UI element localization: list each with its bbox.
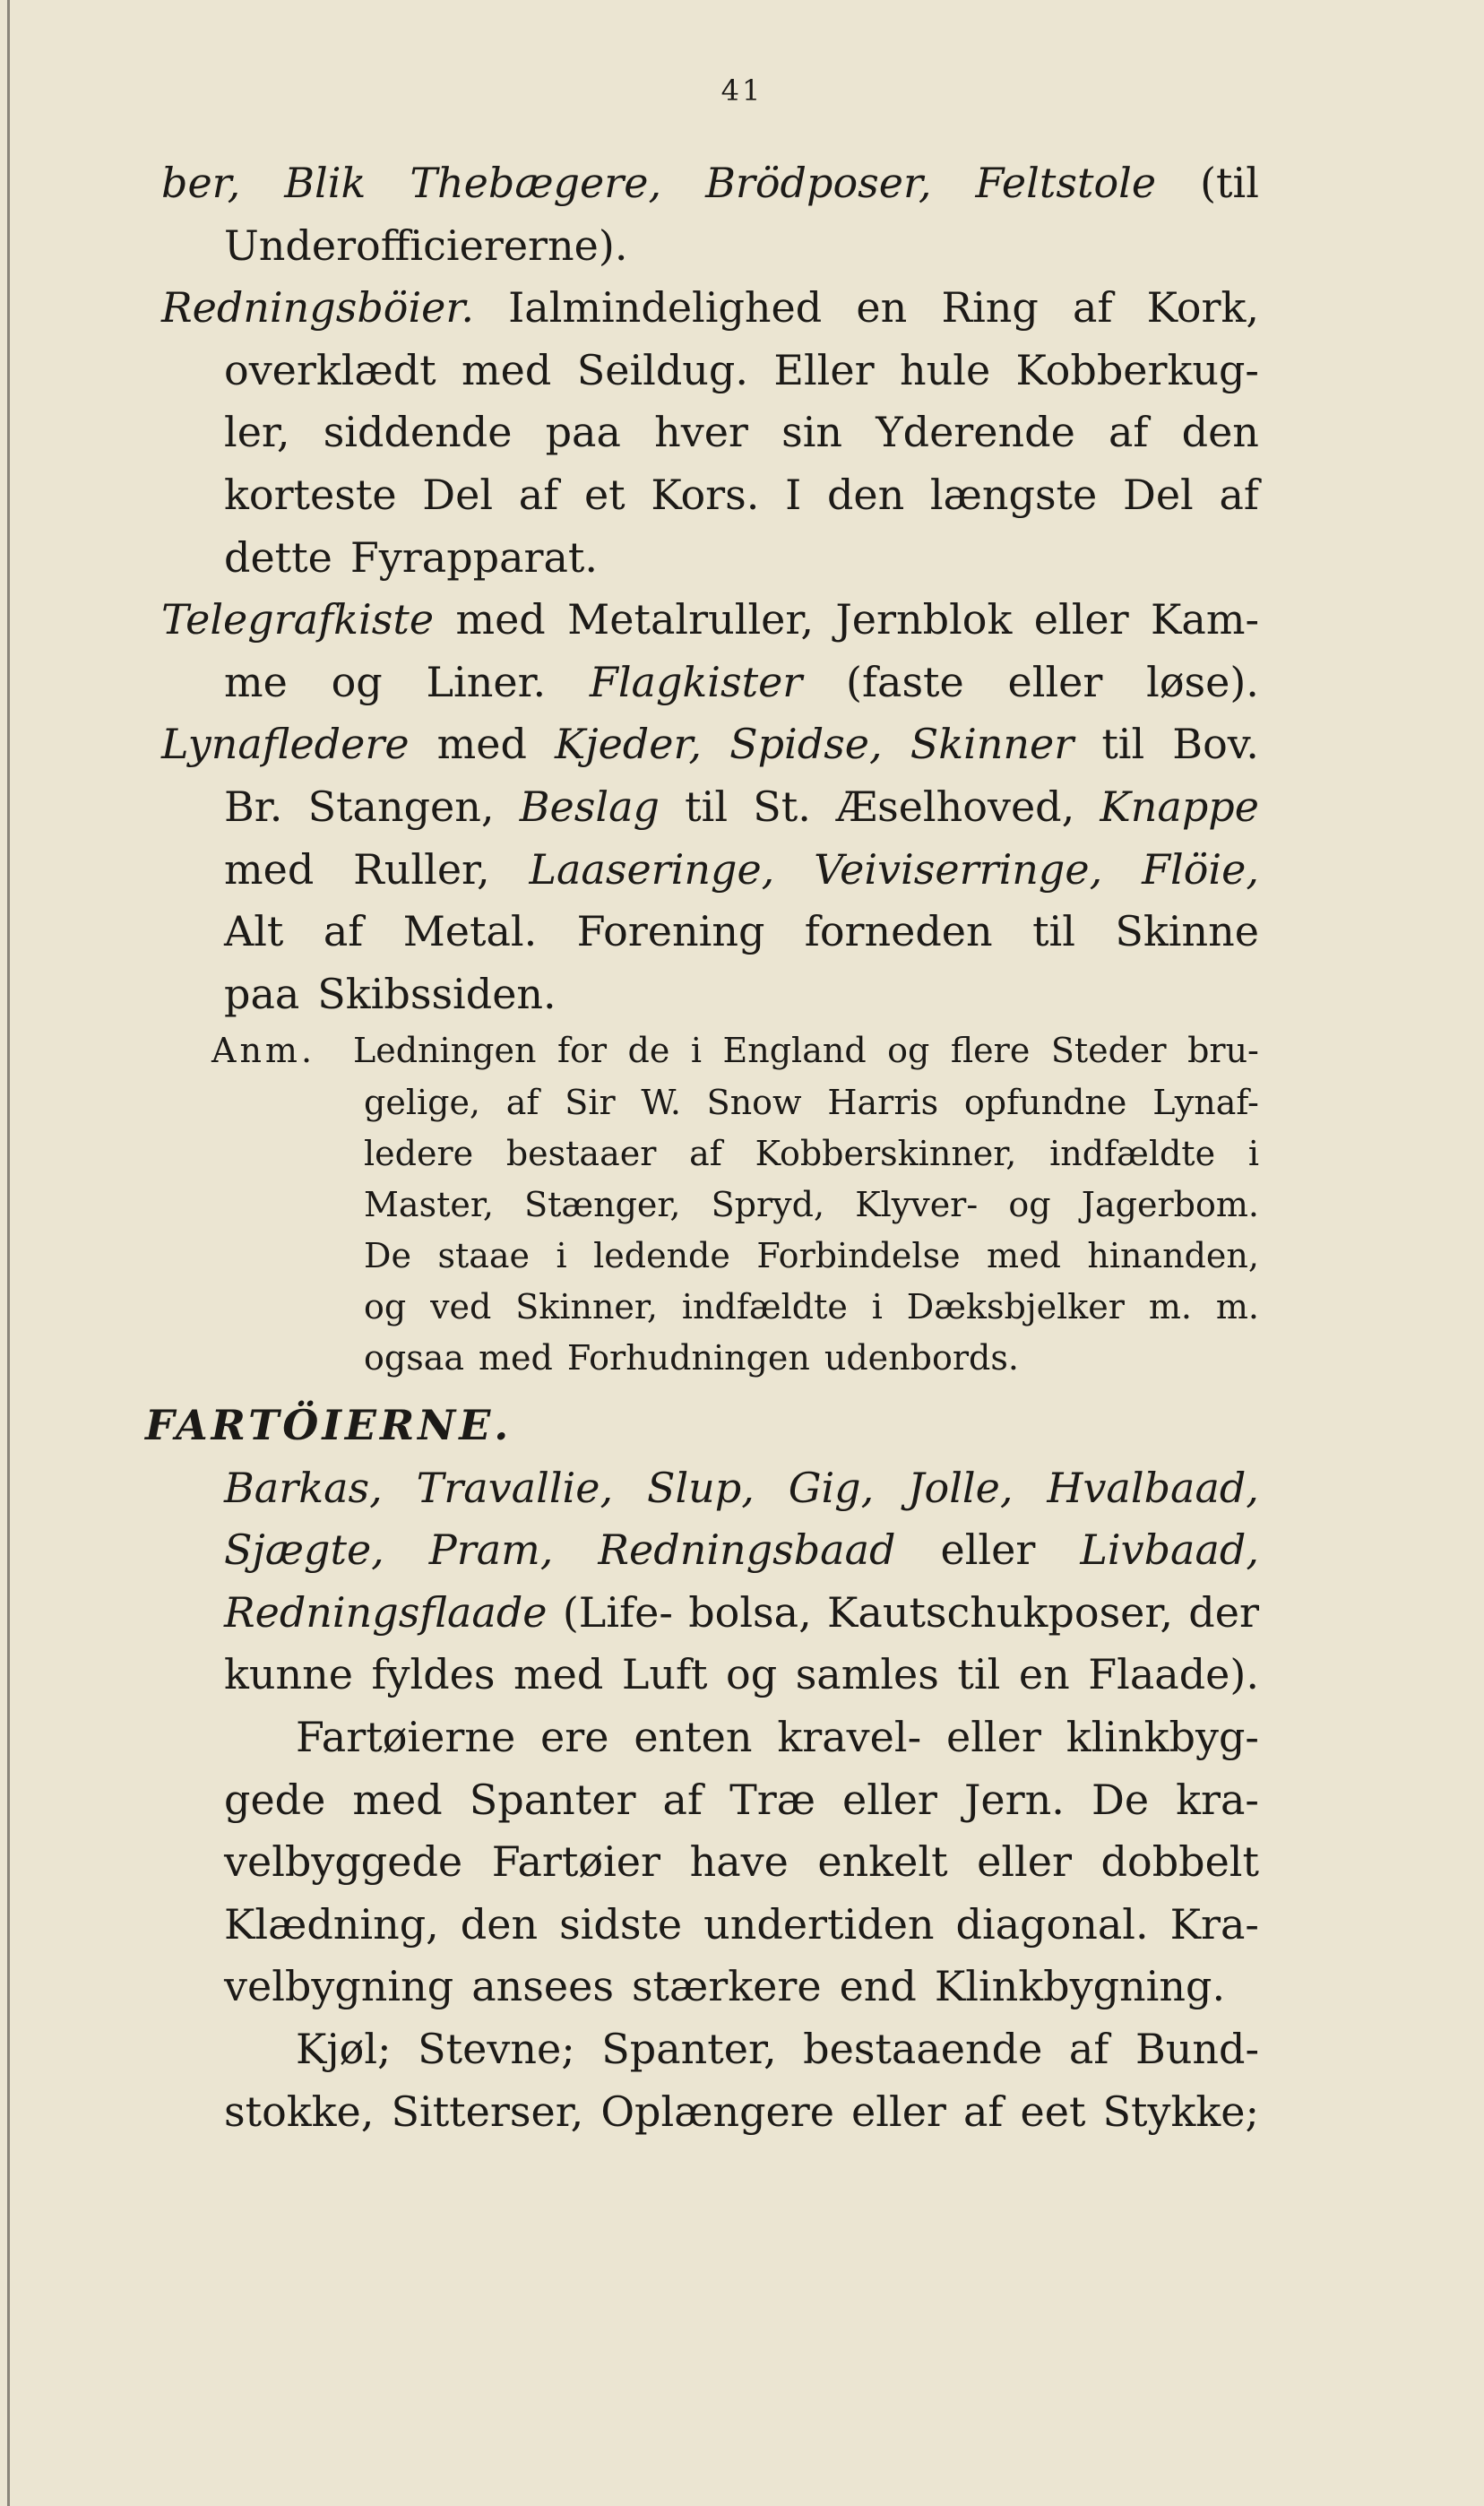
- word: Stevne;: [418, 2024, 575, 2073]
- word: siddende: [323, 408, 513, 457]
- word: eller: [842, 1775, 937, 1824]
- text-line: [161, 152, 1259, 215]
- word: eller: [1007, 657, 1103, 706]
- note-label: Anm.: [211, 1031, 316, 1071]
- word: indfældte: [1049, 1133, 1216, 1173]
- word: Bov.: [1172, 720, 1259, 769]
- word: me: [224, 657, 288, 706]
- word: med: [436, 720, 527, 769]
- word: Yderende: [876, 408, 1075, 457]
- word: og: [887, 1031, 930, 1071]
- text-line: [161, 589, 1259, 652]
- word: Livbaad,: [1080, 1525, 1259, 1575]
- word: Telegrafkiste: [161, 595, 435, 644]
- word: og: [726, 1650, 778, 1699]
- text-line: [224, 1519, 1259, 1582]
- word: korteste: [224, 470, 397, 519]
- word: forneden: [804, 907, 993, 956]
- word: Knappe: [1100, 782, 1259, 831]
- text-line: [224, 1956, 1259, 2018]
- word: Forhudningen: [566, 1338, 810, 1378]
- word: Ring: [941, 283, 1039, 333]
- word: Alt: [224, 907, 284, 956]
- word: Barkas,: [224, 1463, 383, 1512]
- word: overklædt: [224, 345, 436, 394]
- word: af: [689, 1133, 722, 1173]
- word: Luft: [621, 1650, 708, 1699]
- word: Spryd,: [711, 1184, 825, 1224]
- word: Jern.: [963, 1775, 1065, 1824]
- text-line: [224, 776, 1259, 839]
- word: løse).: [1146, 657, 1259, 706]
- word: Kjeder,: [554, 720, 703, 769]
- word: ere: [540, 1713, 609, 1761]
- word: til: [957, 1650, 1001, 1699]
- word: Kobberkug-: [1015, 345, 1259, 394]
- word: Kautschukposer,: [827, 1587, 1173, 1637]
- text-line: [224, 464, 1259, 527]
- word: de: [627, 1031, 670, 1071]
- word: den: [826, 470, 905, 519]
- word: bolsa,: [688, 1587, 812, 1637]
- word: enkelt: [817, 1837, 948, 1887]
- word: Ialmindelighed: [508, 283, 823, 333]
- text-line: [224, 964, 1259, 1026]
- word: Master,: [364, 1184, 494, 1224]
- word: Stænger,: [524, 1184, 681, 1224]
- word: i: [556, 1236, 567, 1276]
- word: flere: [950, 1031, 1031, 1071]
- word: gede: [224, 1775, 326, 1824]
- word: af: [1108, 408, 1149, 457]
- word: Skibssiden.: [317, 969, 556, 1018]
- note-line: [364, 1333, 1259, 1384]
- word: udenbords.: [824, 1338, 1019, 1378]
- word: bestaaer: [505, 1133, 657, 1173]
- word: til: [685, 782, 729, 831]
- word: Kam-: [1151, 595, 1259, 644]
- word: England: [722, 1031, 867, 1071]
- text-line: [224, 1831, 1259, 1894]
- word: den: [1181, 408, 1259, 457]
- word: kravel-: [777, 1713, 922, 1761]
- page-number: 41: [720, 73, 764, 108]
- word: De: [364, 1236, 411, 1276]
- word: Stangen,: [307, 782, 495, 831]
- word: staae: [437, 1236, 531, 1276]
- word: m.: [1148, 1287, 1192, 1327]
- word: den: [460, 1899, 539, 1949]
- word: Jagerbom.: [1081, 1184, 1259, 1224]
- word: af: [962, 2087, 1004, 2136]
- word: Steder: [1050, 1031, 1167, 1071]
- word: Forbindelse: [756, 1236, 961, 1276]
- word: med: [479, 1338, 553, 1378]
- text-line: [296, 1707, 1259, 1769]
- word: med: [513, 1650, 604, 1699]
- word: velbyggede: [224, 1837, 463, 1887]
- word: Flöie,: [1142, 844, 1259, 894]
- spacer: [161, 1385, 1259, 1394]
- word: hinanden,: [1087, 1236, 1259, 1276]
- word: (Life-: [562, 1587, 673, 1637]
- word: I: [785, 470, 802, 519]
- word: ved: [430, 1287, 492, 1327]
- word: og: [1008, 1184, 1051, 1224]
- word: med: [352, 1775, 443, 1824]
- note-line: [364, 1180, 1259, 1231]
- word: Travallie,: [416, 1463, 614, 1512]
- text-line: [224, 1769, 1259, 1832]
- note-line: [364, 1077, 1259, 1128]
- word: end: [839, 1962, 917, 2011]
- word: Jolle,: [908, 1463, 1014, 1512]
- word: eller: [940, 1525, 1036, 1575]
- text-line: [224, 215, 1259, 278]
- word: et: [583, 470, 626, 519]
- word: W.: [641, 1082, 681, 1122]
- word: Seildug.: [576, 345, 749, 394]
- word: paa: [545, 408, 621, 457]
- word: Lynaf-: [1152, 1082, 1259, 1122]
- note-line-body: [353, 1025, 1259, 1076]
- word: Eller: [773, 345, 875, 394]
- word: Snow: [706, 1082, 802, 1122]
- word: sidste: [559, 1899, 683, 1949]
- word: Br.: [224, 782, 283, 831]
- word: dobbelt: [1100, 1837, 1259, 1887]
- word: ansees: [471, 1962, 614, 2011]
- word: Gig,: [788, 1463, 875, 1512]
- word: Skinne: [1115, 907, 1259, 956]
- word: sin: [781, 408, 843, 457]
- word: Spanter,: [601, 2024, 777, 2073]
- text-line: [224, 527, 1259, 590]
- text-line: [224, 340, 1259, 402]
- text-line: [224, 1457, 1259, 1520]
- word: eller: [851, 2087, 946, 2136]
- word: til: [1101, 720, 1145, 769]
- word: Del: [422, 470, 494, 519]
- word: Klyver-: [855, 1184, 979, 1224]
- word: Redningsflaade: [224, 1587, 548, 1637]
- word: længste: [929, 470, 1098, 519]
- word: have: [689, 1837, 789, 1887]
- word: eller: [946, 1713, 1041, 1761]
- word: Fartøierne: [296, 1713, 516, 1761]
- word: Lynafledere: [161, 720, 410, 769]
- word: fyldes: [371, 1650, 496, 1699]
- word: m.: [1215, 1287, 1259, 1327]
- word: Bund-: [1135, 2024, 1259, 2073]
- word: Sitterser,: [391, 2087, 584, 2136]
- word: af: [1219, 470, 1259, 519]
- word: stærkere: [631, 1962, 822, 2011]
- note-line: [364, 1231, 1259, 1282]
- word: hule: [899, 345, 991, 394]
- text-line: [224, 652, 1259, 714]
- word: Klinkbygning.: [934, 1962, 1226, 2011]
- word: Veiviserringe,: [814, 844, 1103, 894]
- page-spine-edge: [7, 0, 10, 2506]
- word: ogsaa: [364, 1338, 465, 1378]
- word: Skinner,: [515, 1287, 658, 1327]
- word: Metal.: [402, 907, 538, 956]
- word: ledere: [364, 1133, 474, 1173]
- word: og: [331, 657, 383, 706]
- word: enten: [634, 1713, 753, 1761]
- text-line: [224, 402, 1259, 464]
- word: Liner.: [426, 657, 547, 706]
- word: i: [1247, 1133, 1259, 1173]
- word: paa: [224, 969, 300, 1018]
- word: Thebægere,: [410, 159, 662, 207]
- word: eet: [1020, 2087, 1086, 2136]
- word: Feltstole: [975, 159, 1157, 207]
- page-text-block: [145, 152, 1259, 2143]
- text-line: [161, 277, 1259, 340]
- word: Oplængere: [600, 2087, 834, 2136]
- word: Skinner: [910, 720, 1074, 769]
- word: til: [1032, 907, 1075, 956]
- text-line: [224, 839, 1259, 902]
- word: Brödposer,: [705, 159, 932, 207]
- word: dette: [224, 532, 332, 582]
- word: eller: [977, 1837, 1072, 1887]
- text-line: [224, 1894, 1259, 1957]
- note-line: [364, 1282, 1259, 1333]
- word: Stykke;: [1102, 2087, 1259, 2136]
- word: Kors.: [651, 470, 760, 519]
- word: stokke,: [224, 2087, 375, 2136]
- note-line: [364, 1128, 1259, 1180]
- text-line: [161, 713, 1259, 776]
- word: Jernblok: [835, 595, 1013, 644]
- word: klinkbyg-: [1066, 1713, 1259, 1761]
- word: af: [662, 1775, 703, 1824]
- word: opfundne: [963, 1082, 1127, 1122]
- word: af: [1073, 283, 1113, 333]
- word: af: [1068, 2024, 1109, 2073]
- word: Ledningen: [353, 1031, 537, 1071]
- word: Kork,: [1146, 283, 1259, 333]
- word: Kjøl;: [296, 2024, 392, 2073]
- word: Redningsbaad: [598, 1525, 896, 1575]
- word: med: [224, 844, 315, 894]
- word: (til: [1200, 159, 1259, 207]
- word: St.: [753, 782, 811, 831]
- word: Hvalbaad,: [1047, 1463, 1259, 1512]
- word: kra-: [1176, 1775, 1259, 1824]
- text-line: [224, 1582, 1259, 1645]
- word: af: [323, 907, 364, 956]
- text-line: [296, 2018, 1259, 2081]
- word: Fartøier: [491, 1837, 661, 1887]
- word: af: [505, 1082, 539, 1122]
- word: Metalruller,: [567, 595, 814, 644]
- word: undertiden: [703, 1899, 935, 1949]
- word: Flaade).: [1088, 1650, 1259, 1699]
- text-line: [224, 2081, 1259, 2144]
- word: i: [690, 1031, 703, 1071]
- text-line: [224, 901, 1259, 964]
- word: eller: [1033, 595, 1129, 644]
- word: Pram,: [428, 1525, 554, 1575]
- word: en: [1018, 1650, 1070, 1699]
- word: bru-: [1187, 1031, 1259, 1071]
- word: Del: [1122, 470, 1194, 519]
- note-line-first: [211, 1025, 1259, 1076]
- word: hver: [654, 408, 748, 457]
- word: Underofficiererne).: [224, 220, 628, 270]
- word: Fyrapparat.: [349, 532, 599, 582]
- word: kunne: [224, 1650, 353, 1699]
- word: gelige,: [364, 1082, 481, 1122]
- word: og: [364, 1287, 407, 1327]
- word: med: [987, 1236, 1061, 1276]
- word: en: [856, 283, 908, 333]
- word: med: [462, 345, 552, 394]
- word: Træ: [729, 1775, 815, 1824]
- word: Dæksbjelker: [906, 1287, 1125, 1327]
- word: ledende: [593, 1236, 730, 1276]
- word: der: [1188, 1587, 1259, 1637]
- word: ler,: [224, 408, 290, 457]
- word: Kra-: [1169, 1899, 1259, 1949]
- text-line: [224, 1644, 1259, 1707]
- word: for: [556, 1031, 608, 1071]
- word: diagonal.: [955, 1899, 1149, 1949]
- word: af: [518, 470, 559, 519]
- word: Æselhoved,: [836, 782, 1075, 831]
- word: Laaseringe,: [529, 844, 775, 894]
- word: Forening: [576, 907, 765, 956]
- word: bestaaende: [803, 2024, 1043, 2073]
- word: De: [1091, 1775, 1150, 1824]
- word: Ruller,: [353, 844, 490, 894]
- word: (faste: [846, 657, 964, 706]
- word: Spanter: [469, 1775, 636, 1824]
- word: Spidse,: [729, 720, 883, 769]
- section-heading: FARTÖIERNE.: [145, 1400, 513, 1449]
- word: Slup,: [646, 1463, 755, 1512]
- word: Blik: [284, 159, 367, 207]
- word: med: [455, 595, 546, 644]
- word: indfældte: [681, 1287, 848, 1327]
- word: samles: [795, 1650, 939, 1699]
- word: Flagkister: [589, 657, 803, 706]
- word: i: [871, 1287, 883, 1327]
- word: Beslag: [519, 782, 660, 831]
- word: Harris: [827, 1082, 939, 1122]
- word: velbygning: [224, 1962, 454, 2011]
- word: Sir: [565, 1082, 616, 1122]
- word: Klædning,: [224, 1899, 439, 1949]
- word: Kobberskinner,: [755, 1133, 1017, 1173]
- word: Sjægte,: [224, 1525, 384, 1575]
- word: ber,: [161, 159, 241, 207]
- word: Redningsböier.: [161, 283, 474, 333]
